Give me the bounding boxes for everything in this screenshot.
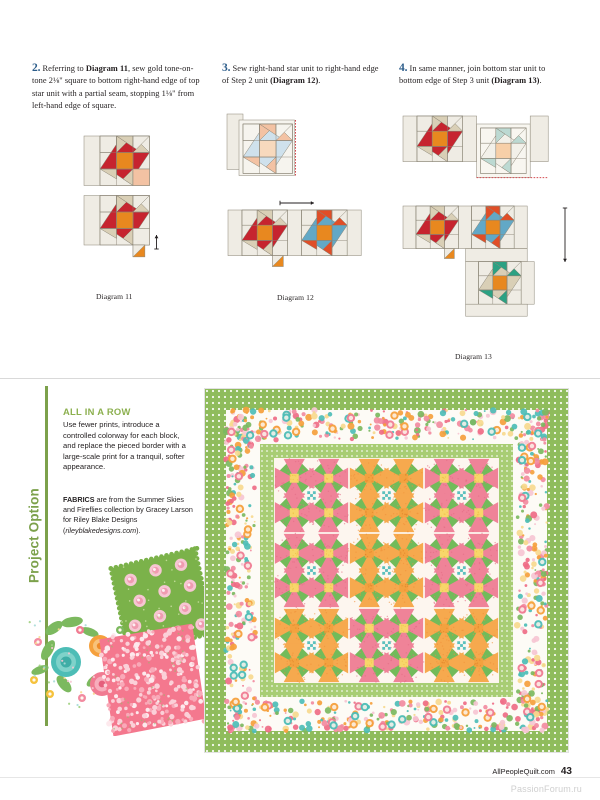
project-option-fabrics: [63, 495, 193, 536]
step-2-text: [32, 62, 204, 112]
step-4-text: [399, 62, 571, 88]
page-number: 43: [560, 766, 572, 777]
fabrics-label: FABRICS: [63, 495, 95, 504]
project-option-body: Use fewer prints, introduce a controlled colorway for each block, and replace the pieced border with a large-scale print for a tranquil, softer appearance.: [63, 420, 186, 472]
step-3-number: 3.: [222, 62, 231, 74]
diagram-11-illustration: [70, 130, 205, 290]
step-2-number: 2.: [32, 62, 41, 74]
diagram-13-caption: Diagram 13: [455, 352, 492, 361]
section-divider: [0, 378, 600, 379]
diagram-13-illustration: [397, 200, 572, 350]
step-4-block: [399, 62, 571, 88]
step-3-text: [222, 62, 382, 88]
instructions-section: [0, 0, 600, 375]
quilt-photograph: [204, 388, 569, 753]
step-2-body: Referring to Diagram 11, sew gold tone-on-tone 2⅛" square to bottom right-hand edge of top star unit with a partial seam, stopping 1⅛" from left-hand edge of square.: [32, 64, 200, 110]
diagram-11-caption: Diagram 11: [96, 292, 133, 301]
diagram-13-top-unit: [397, 112, 562, 197]
fabrics-body-1: are from the Summer Skies and Fireflies collection by Gracey Larson for Riley Blake Designs (: [63, 495, 193, 535]
step-3-block: [222, 62, 382, 88]
swatch-pink-floral-print: [98, 624, 208, 736]
page-footer: [0, 766, 600, 786]
diagram-12-illustration: [222, 198, 392, 288]
step-2-block: [32, 62, 204, 112]
diagram-12-caption: Diagram 12: [277, 293, 314, 302]
footer-divider: [0, 777, 600, 778]
project-option-rail-label: Project Option: [26, 488, 42, 583]
project-option-heading: ALL IN A ROW: [63, 406, 131, 417]
fabrics-site: rileyblakedesigns.com: [65, 525, 137, 535]
step-4-body: In same manner, join bottom star unit to bottom edge of Step 3 unit (Diagram 13).: [399, 64, 546, 86]
site-url: AllPeopleQuilt.com: [492, 767, 555, 776]
watermark: PassionForum.ru: [510, 784, 582, 794]
diagram-12-top-unit: [225, 112, 330, 197]
step-3-body: Sew right-hand star unit to right-hand edge of Step 2 unit (Diagram 12).: [222, 64, 379, 86]
fabrics-body-2: ).: [136, 525, 141, 535]
step-4-number: 4.: [399, 62, 408, 74]
